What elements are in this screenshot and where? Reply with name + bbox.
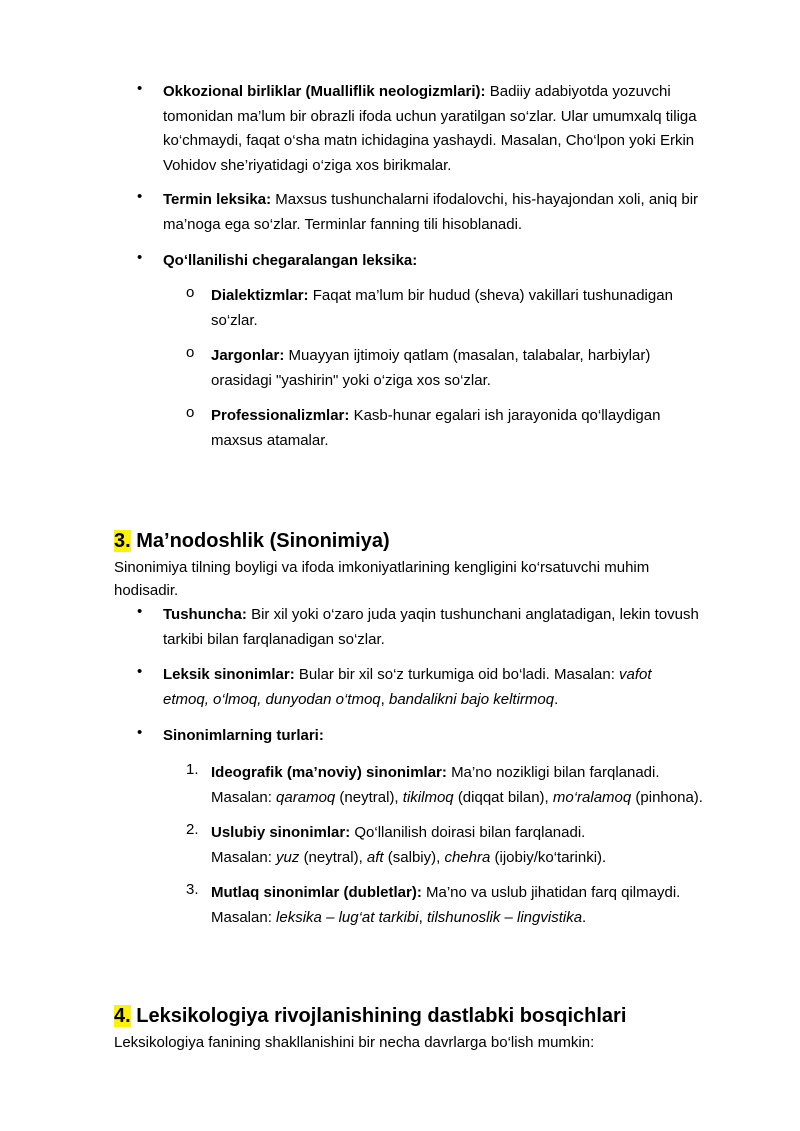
- bullet-icon: •: [137, 249, 143, 266]
- sub-item-title: Jargonlar:: [211, 347, 285, 364]
- leksik-example: bandalikni bajo keltirmoq: [388, 690, 555, 708]
- section-title: Leksikologiya rivojlanishining dastlabki bosqichlari: [136, 1005, 627, 1027]
- type-number: 3.: [186, 881, 199, 898]
- type-text: [211, 821, 741, 870]
- bullet-icon: •: [137, 603, 143, 620]
- termin-line: ma’noga ega so‘zlar. Terminlar fanning tili hisoblanadi.: [163, 215, 523, 233]
- example-note: (diqqat bilan),: [457, 788, 549, 806]
- bullet-icon: •: [137, 188, 143, 205]
- type-title: Ideografik (ma’noviy) sinonimlar:: [211, 764, 447, 781]
- leksik-title: Leksik sinonimlar:: [163, 666, 295, 683]
- sub-item-title: Dialektizmlar:: [211, 287, 309, 304]
- sub-item-line: so‘zlar.: [211, 311, 258, 329]
- type-title: Mutlaq sinonimlar (dubletlar):: [211, 884, 422, 901]
- section-3-intro: [114, 556, 714, 602]
- example-note: (neytral),: [339, 788, 399, 806]
- bullet-icon: •: [137, 724, 143, 741]
- turlari-title: Sinonimlarning turlari:: [163, 727, 324, 744]
- okkozional-line: Vohidov she’riyatidagi o‘ziga xos birikmalar.: [163, 156, 452, 174]
- type-desc: Ma’no va uslub jihatidan farq qilmaydi.: [426, 884, 681, 901]
- section-number: 4.: [114, 1005, 131, 1027]
- example-note: (salbiy),: [387, 848, 441, 866]
- type-title: Uslubiy sinonimlar:: [211, 824, 351, 841]
- chegaralangan-title: Qo‘llanilishi chegaralangan leksika:: [163, 252, 418, 269]
- tushuncha-title: Tushuncha:: [163, 606, 247, 623]
- example-word: aft: [366, 848, 384, 866]
- okkozional-title: Okkozional birliklar (Mualliflik neologizmlari):: [163, 83, 486, 100]
- section-4-heading: [114, 1003, 626, 1029]
- tushuncha-line: tarkibi bilan farqlanadigan so‘zlar.: [163, 630, 385, 648]
- example-word: tilshunoslik – lingvistika: [426, 908, 583, 926]
- type-desc: Ma’no nozikligi bilan farqlanadi.: [451, 764, 660, 781]
- turlari-text: [163, 724, 748, 749]
- okkozional-line: Badiiy adabiyotda yozuvchi: [489, 83, 671, 100]
- example-prefix: Masalan:: [211, 848, 272, 866]
- type-desc: Qo‘llanilish doirasi bilan farqlanadi.: [354, 824, 586, 841]
- okkozional-line: tomonidan ma’lum bir obrazli ifoda uchun yaratilgan so‘zlar. Ular umumxalq tiliga: [163, 107, 697, 125]
- sub-item-line: Faqat ma’lum bir hudud (sheva) vakillari tushunadigan: [312, 287, 673, 304]
- type-text: [211, 761, 741, 810]
- intro-line: hodisadir.: [114, 582, 179, 599]
- tushuncha-text: [163, 603, 748, 652]
- example-word: tikilmoq: [402, 788, 454, 806]
- type-number: 1.: [186, 761, 199, 778]
- leksik-text: Leksik sinonimlar: Bular bir xil so‘z turkumiga oid bo‘ladi. Masalan: vafot etmoq, o‘lmoq, dunyodan o‘tmoq, bandalikni bajo keltirmoq.: [163, 666, 652, 708]
- sub-item-line: Kasb-hunar egalari ish jarayonida qo‘llaydigan: [353, 407, 661, 424]
- example-word: qaramoq: [276, 788, 336, 806]
- example-note: (pinhona).: [635, 788, 703, 806]
- intro-line: Sinonimiya tilning boyligi va ifoda imkoniyatlarining kengligini ko‘rsatuvchi muhim: [114, 559, 650, 576]
- circle-bullet-icon: o: [186, 344, 195, 361]
- section-title: Ma’nodoshlik (Sinonimiya): [136, 530, 390, 552]
- intro-line: Leksikologiya fanining shakllanishini bir necha davrlarga bo‘lish mumkin:: [114, 1034, 595, 1051]
- termin-text: [163, 188, 748, 237]
- example-word: mo‘ralamoq: [552, 788, 632, 806]
- example-word: chehra: [444, 848, 491, 866]
- chegaralangan-text: [163, 249, 748, 274]
- bullet-icon: •: [137, 663, 143, 680]
- sub-item-line: Muayyan ijtimoiy qatlam (masalan, talabalar, harbiylar): [288, 347, 651, 364]
- example-note: (neytral),: [303, 848, 363, 866]
- sub-item-text: [211, 404, 741, 453]
- example-note: (ijobiy/ko‘tarinki).: [494, 848, 607, 866]
- section-3-heading: [114, 528, 390, 554]
- bullet-icon: •: [137, 80, 143, 97]
- example-prefix: Masalan:: [211, 908, 272, 926]
- leksik-line: Bular bir xil so‘z turkumiga oid bo‘ladi. Masalan:: [298, 666, 615, 683]
- example-prefix: Masalan:: [211, 788, 272, 806]
- sub-item-text: [211, 284, 741, 333]
- leksik-example: etmoq, o‘lmoq, dunyodan o‘tmoq: [163, 690, 381, 708]
- section-number: 3.: [114, 530, 131, 552]
- example-word: leksika – lug‘at tarkibi: [276, 908, 419, 926]
- termin-line: Maxsus tushunchalarni ifodalovchi, his-hayajondan xoli, aniq bir: [275, 191, 699, 208]
- example-word: yuz: [276, 848, 300, 866]
- tushuncha-line: Bir xil yoki o‘zaro juda yaqin tushunchani anglatadigan, lekin tovush: [251, 606, 699, 623]
- sub-item-line: maxsus atamalar.: [211, 431, 329, 449]
- type-text: Mutlaq sinonimlar (dubletlar): Ma’no va uslub jihatidan farq qilmaydi. Masalan: leksika – lug‘at tarkibi, tilshunoslik – lingvistika.: [211, 884, 681, 926]
- section-4-intro: [114, 1031, 714, 1054]
- leksik-example: vafot: [619, 666, 652, 683]
- circle-bullet-icon: o: [186, 284, 195, 301]
- circle-bullet-icon: o: [186, 404, 195, 421]
- type-number: 2.: [186, 821, 199, 838]
- sub-item-title: Professionalizmlar:: [211, 407, 350, 424]
- okkozional-line: ko‘chmaydi, faqat o‘sha matn ichidagina yashaydi. Masalan, Cho‘lpon yoki Erkin: [163, 132, 695, 149]
- okkozional-text: [163, 80, 748, 178]
- sub-item-text: [211, 344, 741, 393]
- sub-item-line: orasidagi "yashirin" yoki o‘ziga xos so‘zlar.: [211, 371, 491, 389]
- termin-title: Termin leksika:: [163, 191, 272, 208]
